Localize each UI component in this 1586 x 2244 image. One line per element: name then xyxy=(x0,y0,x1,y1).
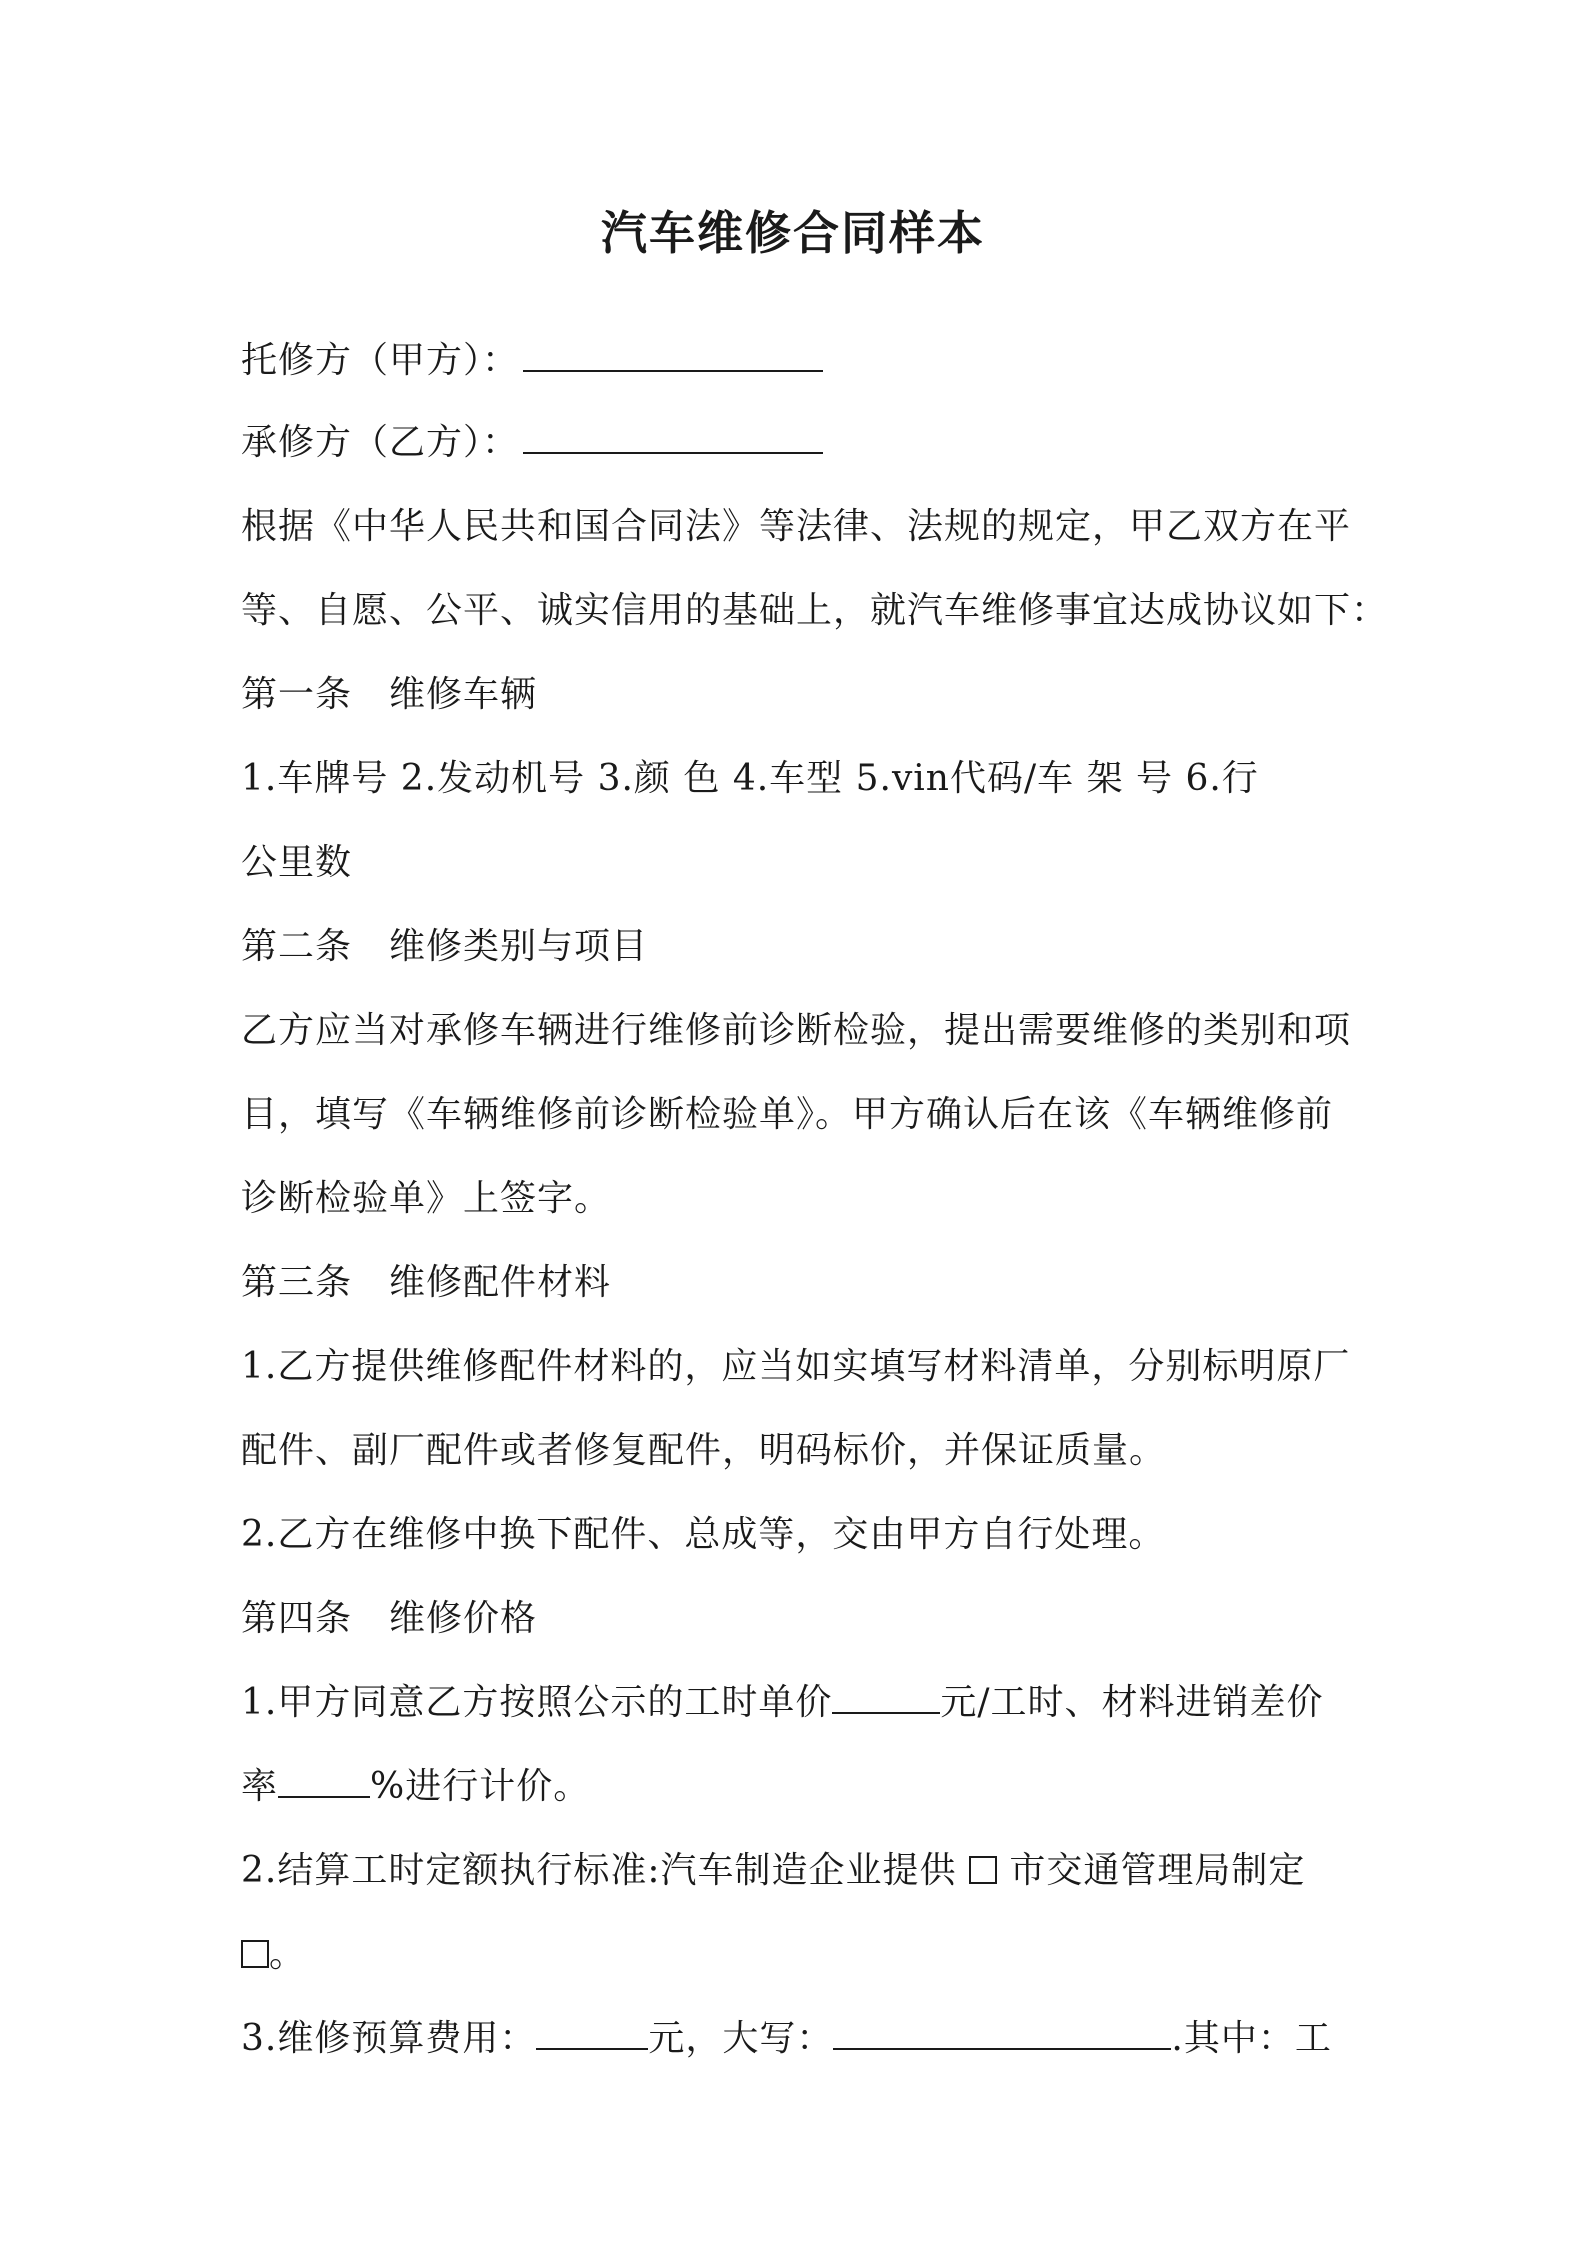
article-3-line-3: 2.乙方在维修中换下配件、总成等，交由甲方自行处理。 xyxy=(241,1514,1166,1555)
article-3-heading: 第三条 维修配件材料 xyxy=(241,1262,612,1303)
article-2-line-3: 诊断检验单》上签字。 xyxy=(241,1178,612,1219)
transport-bureau-text: 市交通管理局制定 xyxy=(1009,1850,1306,1891)
article-3-line-1: 1.乙方提供维修配件材料的，应当如实填写材料清单，分别标明原厂 xyxy=(241,1346,1351,1387)
document-title: 汽车维修合同样本 xyxy=(601,206,985,260)
intro-line-2: 等、自愿、公平、诚实信用的基础上，就汽车维修事宜达成协议如下： xyxy=(241,590,1389,631)
budget-capital-label: 元，大写： xyxy=(648,2018,834,2059)
manufacturer-checkbox[interactable] xyxy=(969,1856,997,1884)
budget-label: 3.维修预算费用： xyxy=(241,2018,537,2059)
article-4-item-1-line-2 xyxy=(241,1762,590,1812)
article-1-line-2: 公里数 xyxy=(241,842,353,883)
markup-rate-blank[interactable] xyxy=(278,1766,370,1798)
party-b-line xyxy=(241,418,823,468)
article-4-item-2-line-1 xyxy=(241,1846,1305,1896)
article-4-item-1-line-1 xyxy=(241,1678,1324,1728)
party-a-line xyxy=(241,336,823,386)
labor-price-blank[interactable] xyxy=(832,1682,940,1714)
article-4-heading: 第四条 维修价格 xyxy=(241,1598,538,1639)
article-2-line-1: 乙方应当对承修车辆进行维修前诊断检验，提出需要维修的类别和项 xyxy=(241,1010,1352,1051)
party-a-label: 托修方（甲方）： xyxy=(241,340,520,381)
standard-text: 2.结算工时定额执行标准:汽车制造企业提供 xyxy=(241,1850,957,1891)
article-4-item-2-line-2 xyxy=(241,1930,306,1980)
labor-price-text: 1.甲方同意乙方按照公示的工时单价 xyxy=(241,1682,833,1723)
article-1-heading: 第一条 维修车辆 xyxy=(241,674,538,715)
article-1-line-1: 1.车牌号 2.发动机号 3.颜 色 4.车型 5.vin代码/车 架 号 6.行 xyxy=(241,758,1259,799)
intro-line-1: 根据《中华人民共和国合同法》等法律、法规的规定，甲乙双方在平 xyxy=(241,506,1352,547)
transport-bureau-checkbox[interactable] xyxy=(241,1940,269,1968)
rate-suffix: %进行计价。 xyxy=(370,1766,591,1807)
party-a-blank[interactable] xyxy=(523,340,823,372)
article-2-line-2: 目，填写《车辆维修前诊断检验单》。甲方确认后在该《车辆维修前 xyxy=(241,1094,1334,1135)
rate-label: 率 xyxy=(241,1766,279,1807)
budget-breakdown-text: .其中：工 xyxy=(1171,2018,1332,2059)
article-4-item-3-line-1 xyxy=(241,2014,1332,2064)
article-2-heading: 第二条 维修类别与项目 xyxy=(241,926,649,967)
budget-capital-blank[interactable] xyxy=(833,2018,1171,2050)
budget-amount-blank[interactable] xyxy=(536,2018,648,2050)
party-b-blank[interactable] xyxy=(523,422,823,454)
article-3-line-2: 配件、副厂配件或者修复配件，明码标价，并保证质量。 xyxy=(241,1430,1167,1471)
party-b-label: 承修方（乙方）： xyxy=(241,422,520,463)
item-2-end: 。 xyxy=(269,1934,307,1975)
labor-unit-text: 元/工时、材料进销差价 xyxy=(940,1682,1324,1723)
